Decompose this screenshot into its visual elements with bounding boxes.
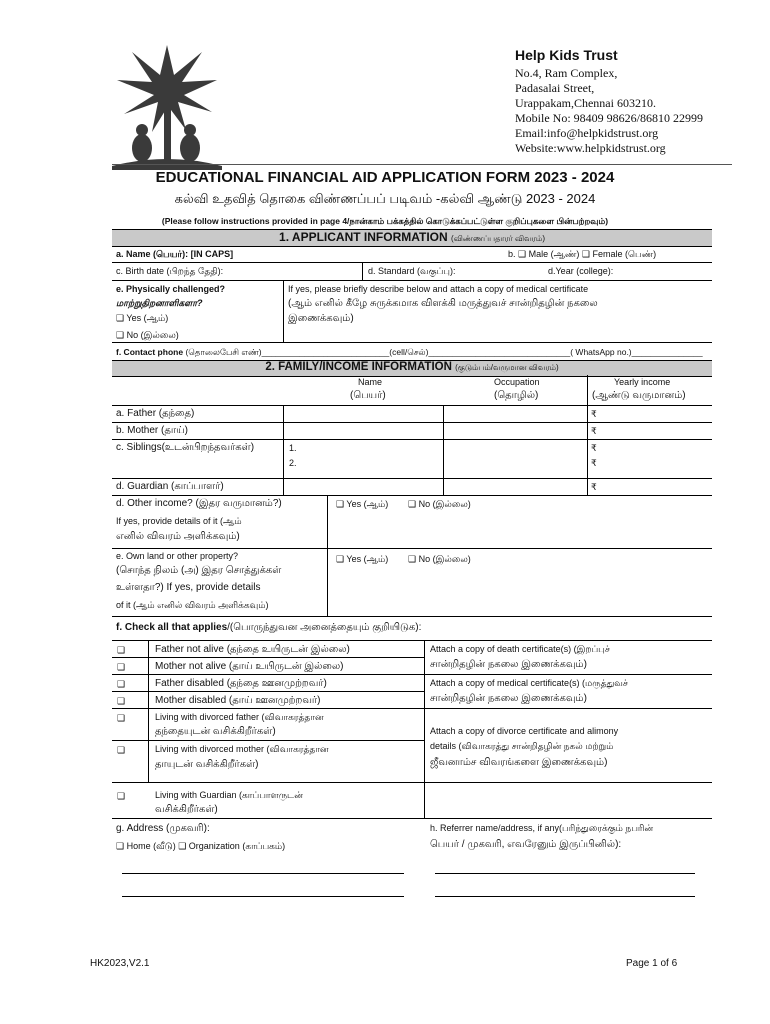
attach-death-cert-ta: சான்றிதழின் நகலை இணைக்கவும்) bbox=[430, 659, 587, 670]
referrer-label: h. Referrer name/address, if any(பரிந்துரைக்கும் நபரின் bbox=[430, 823, 654, 833]
org-line: Email:info@helpkidstrust.org bbox=[515, 126, 659, 140]
rupee-symbol: ₹ bbox=[591, 443, 597, 453]
rupee-symbol: ₹ bbox=[591, 482, 597, 492]
rupee-symbol: ₹ bbox=[591, 426, 597, 436]
mother-not-alive: Mother not alive (தாய் உயிருடன் இல்லை) bbox=[155, 661, 344, 672]
divorced-mother-ta: தாயுடன் வசிக்கிறீர்கள்) bbox=[155, 759, 259, 770]
sibling-1: 1. bbox=[289, 443, 297, 453]
address-line[interactable] bbox=[122, 873, 404, 874]
phys-no-checkbox[interactable]: ❑ No (இல்லை) bbox=[116, 330, 179, 340]
name-field[interactable]: a. Name (பெயர்): [IN CAPS] bbox=[116, 249, 234, 259]
attach-divorce-cert-ta: ஜீவனாம்ச விவரங்களை இணைக்கவும்) bbox=[430, 757, 608, 768]
form-title: EDUCATIONAL FINANCIAL AID APPLICATION FORM 2023 - 2024 bbox=[155, 169, 615, 186]
checkbox[interactable]: ❑ bbox=[117, 791, 126, 801]
sibling-2: 2. bbox=[289, 458, 297, 468]
checkbox[interactable]: ❑ bbox=[117, 713, 126, 723]
phys-note-ta: (ஆம் எனில் கீழே சுருக்கமாக விளக்கி மருத்துவச் சான்றிதழின் நகலை bbox=[288, 298, 598, 309]
address-label: g. Address (முகவரி): bbox=[116, 823, 210, 834]
other-income-detail-2: எனில் விவரம் அளிக்கவும்) bbox=[116, 531, 240, 542]
siblings-label: c. Siblings(உடன்பிறந்தவர்கள்) bbox=[116, 442, 255, 453]
other-income-label: d. Other income? (இதர வருமானம்?) bbox=[116, 498, 282, 509]
contact-phone-visible: (தொலைபேசி எண்)___________________________(cell/செல்)______________________________( WhatsApp no.)_______________ bbox=[185, 347, 703, 357]
phys-note: If yes, please briefly describe below and attach a copy of medical certificate bbox=[288, 284, 589, 294]
father-not-alive: Father not alive (தந்தை உயிருடன் இல்லை) bbox=[155, 644, 350, 655]
section-title-ta: (குடும்பம்/வருமான விவரம்) bbox=[455, 363, 559, 372]
attach-medical-cert-ta: சான்றிதழின் நகலை இணைக்கவும்) bbox=[430, 693, 587, 704]
address-type-options[interactable]: ❑ Home (வீடு) ❑ Organization (காப்பகம்) bbox=[116, 841, 286, 851]
header-divider bbox=[112, 164, 732, 165]
divorced-father-ta: தந்தையுடன் வசிக்கிறீர்கள்) bbox=[155, 726, 276, 737]
trust-logo bbox=[112, 40, 222, 170]
form-subtitle: கல்வி உதவித் தொகை விண்ணப்பப் படிவம் -கல்வி ஆண்டு 2023 - 2024 bbox=[174, 191, 596, 206]
referrer-line[interactable] bbox=[435, 873, 695, 874]
land-yes[interactable]: ❑ Yes (ஆம்) bbox=[336, 554, 389, 564]
birth-date-field[interactable]: c. Birth date (பிறந்த தேதி): bbox=[116, 266, 224, 276]
mother-disabled: Mother disabled (தாய் ஊனமுற்றவர்) bbox=[155, 695, 321, 706]
checkbox[interactable]: ❑ bbox=[117, 645, 126, 655]
col-income: Yearly income bbox=[614, 377, 671, 387]
form-version: HK2023,V2.1 bbox=[90, 958, 150, 969]
org-name: Help Kids Trust bbox=[515, 47, 618, 63]
org-line: No.4, Ram Complex, bbox=[515, 66, 618, 80]
check-all-title: f. Check all that applies bbox=[116, 622, 228, 633]
org-line: Urappakam,Chennai 603210. bbox=[515, 96, 656, 110]
divorced-father: Living with divorced father (விவாகரத்தான bbox=[155, 712, 324, 722]
referrer-label-ta: பெயர் / முகவரி, எவரேனும் இருப்பினில்): bbox=[430, 839, 622, 850]
referrer-line[interactable] bbox=[435, 896, 695, 897]
phys-note-ta-2: இணைக்கவும்) bbox=[288, 313, 354, 324]
standard-field[interactable]: d. Standard (வகுப்பு): bbox=[368, 266, 456, 276]
checkbox[interactable]: ❑ bbox=[117, 696, 126, 706]
rupee-symbol: ₹ bbox=[591, 409, 597, 419]
section-title-ta: (விண்ணப்பதாரர் விவரம்) bbox=[451, 234, 545, 243]
checkbox[interactable]: ❑ bbox=[117, 679, 126, 689]
gender-field[interactable]: b. ❑ Male (ஆண்) ❑ Female (பெண்) bbox=[508, 249, 657, 259]
check-all-label bbox=[116, 621, 421, 635]
attach-divorce-cert-2: details (விவாகரத்து சான்றிதழின் நகல் மற்றும் bbox=[430, 741, 614, 751]
other-income-yes[interactable]: ❑ Yes (ஆம்) bbox=[336, 499, 389, 509]
attach-death-cert: Attach a copy of death certificate(s) (இறப்புச் bbox=[430, 644, 610, 654]
other-income-detail: If yes, provide details of it (ஆம் bbox=[116, 516, 242, 526]
land-label-ta: (சொந்த நிலம் (அ) இதர சொத்துக்கள் bbox=[116, 565, 282, 576]
father-disabled: Father disabled (தந்தை ஊனமுற்றவர்) bbox=[155, 678, 327, 689]
father-label: a. Father (தந்தை) bbox=[116, 408, 195, 419]
checkbox[interactable]: ❑ bbox=[117, 745, 126, 755]
land-label: e. Own land or other property? bbox=[116, 551, 239, 561]
physically-challenged-label-ta: மாற்றுதிறனாளிகளா? bbox=[116, 298, 203, 308]
other-income-no[interactable]: ❑ No (இல்லை) bbox=[408, 499, 471, 509]
org-info bbox=[515, 48, 703, 156]
physically-challenged-label: e. Physically challenged? bbox=[116, 284, 226, 294]
living-guardian-ta: வசிக்கிறீர்கள்) bbox=[155, 804, 218, 815]
page-number: Page 1 of 6 bbox=[626, 958, 678, 969]
living-guardian: Living with Guardian (காப்பாளருடன் bbox=[155, 790, 303, 800]
col-occupation-ta: (தொழில்) bbox=[494, 390, 539, 401]
year-field[interactable]: d.Year (college): bbox=[548, 266, 614, 276]
section-title: 1. APPLICANT INFORMATION bbox=[279, 230, 448, 244]
col-occupation: Occupation bbox=[494, 377, 540, 387]
section-family-header bbox=[112, 360, 712, 377]
instructions: (Please follow instructions provided in page 4/நான்காம் பக்கத்தில் கொடுக்கப்பட்டுள்ள குறிப்புகளை பின்பற்றவும்) bbox=[161, 216, 609, 226]
org-line: Mobile No: 98409 98626/86810 22999 bbox=[515, 111, 703, 125]
section-title: 2. FAMILY/INCOME INFORMATION bbox=[265, 361, 452, 373]
attach-divorce-cert: Attach a copy of divorce certificate and alimony bbox=[430, 726, 619, 736]
guardian-label: d. Guardian (காப்பாளர்) bbox=[116, 481, 224, 492]
org-line: Website:www.helpkidstrust.org bbox=[515, 141, 666, 155]
org-line: Padasalai Street, bbox=[515, 81, 595, 95]
checkbox[interactable]: ❑ bbox=[117, 662, 126, 672]
rupee-symbol: ₹ bbox=[591, 458, 597, 468]
mother-label: b. Mother (தாய்) bbox=[116, 425, 188, 436]
address-line[interactable] bbox=[122, 896, 404, 897]
divorced-mother: Living with divorced mother (விவாகரத்தான bbox=[155, 744, 329, 754]
col-name-ta: (பெயர்) bbox=[350, 390, 386, 401]
col-name: Name bbox=[358, 377, 383, 387]
land-no[interactable]: ❑ No (இல்லை) bbox=[408, 554, 471, 564]
phys-yes-checkbox[interactable]: ❑ Yes (ஆம்) bbox=[116, 313, 169, 323]
col-income-ta: (ஆண்டு வருமானம்) bbox=[592, 390, 686, 401]
contact-phone-field[interactable]: f. Contact phone (தொலைபேசி எண்)___________________________(cell/செல்)______________________________( WhatsApp no.)_______________ bbox=[116, 347, 703, 357]
section-applicant-header bbox=[112, 229, 712, 247]
land-label-2: உள்ளதா?) If yes, provide details bbox=[116, 582, 261, 593]
check-all-title-ta: /(பொருந்துவன அனைத்தையும் குறியிடுக): bbox=[227, 622, 422, 633]
attach-medical-cert: Attach a copy of medical certificate(s) (மருத்துவச் bbox=[430, 678, 628, 688]
land-label-3: of it (ஆம் எனில் விவரம் அளிக்கவும்) bbox=[116, 600, 269, 610]
